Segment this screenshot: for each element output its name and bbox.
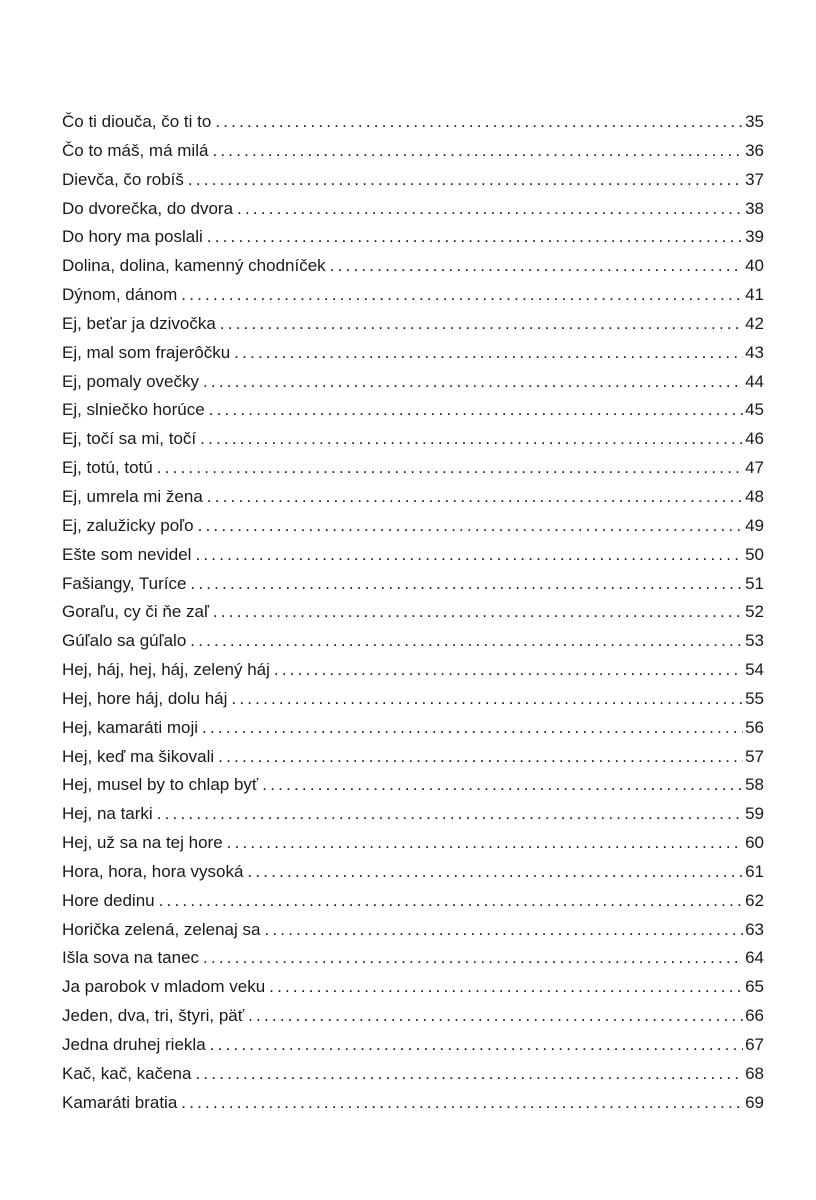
toc-entry-page-number: 49 (745, 515, 764, 535)
toc-entry-page-number: 47 (745, 458, 764, 478)
toc-entry-page-number: 67 (745, 1035, 764, 1054)
toc-dot-leader (198, 512, 744, 541)
toc-entry-page-number: 37 (745, 169, 764, 189)
toc-entry (62, 771, 764, 800)
toc-entry-page-number: 52 (745, 602, 764, 622)
toc-entry (62, 483, 764, 512)
toc-entry-page-number: 62 (745, 890, 764, 910)
toc-entry-title: Hore dedinu (62, 890, 155, 910)
toc-dot-leader (247, 858, 743, 887)
toc-entry (62, 800, 764, 829)
toc-dot-leader (269, 973, 743, 1002)
toc-entry-page-number: 40 (745, 256, 764, 276)
table-of-contents (62, 108, 764, 1118)
toc-dot-leader (207, 223, 743, 252)
toc-entry-page-number: 56 (745, 717, 764, 737)
toc-entry-page-number: 63 (745, 919, 764, 939)
toc-dot-leader (203, 368, 743, 397)
toc-dot-leader (237, 195, 743, 224)
toc-entry (62, 598, 764, 627)
toc-entry (62, 887, 764, 916)
toc-entry-title: Dýnom, dánom (62, 285, 178, 305)
toc-entry-title: Hora, hora, hora vysoká (62, 861, 244, 881)
toc-entry-page-number: 66 (745, 1006, 764, 1026)
toc-entry-title: Ej, mal som frajerôčku (62, 342, 231, 362)
toc-entry (62, 1060, 764, 1089)
toc-entry (62, 396, 764, 425)
toc-entry-title: Dievča, čo robíš (62, 169, 184, 189)
toc-entry-title: Jeden, dva, tri, štyri, päť (62, 1006, 245, 1026)
toc-entry-page-number: 51 (745, 573, 764, 593)
toc-entry-title: Čo ti diouča, čo ti to (62, 112, 212, 131)
toc-entry (62, 223, 764, 252)
toc-dot-leader (190, 570, 743, 599)
toc-dot-leader (200, 425, 743, 454)
toc-entry-title: Gúľalo sa gúľalo (62, 631, 187, 651)
toc-dot-leader (188, 166, 743, 195)
toc-entry-title: Hej, keď ma šikovali (62, 746, 215, 766)
toc-entry-title: Ej, pomaly ovečky (62, 371, 199, 391)
toc-entry (62, 541, 764, 570)
toc-entry-title: Kamaráti bratia (62, 1092, 178, 1112)
toc-entry (62, 944, 764, 973)
toc-entry-page-number: 50 (745, 544, 764, 564)
toc-entry-title: Čo to máš, má milá (62, 140, 209, 160)
toc-entry-title: Ja parobok v mladom veku (62, 977, 266, 997)
toc-dot-leader (218, 743, 743, 772)
toc-entry-page-number: 69 (745, 1092, 764, 1112)
toc-entry-title: Hej, háj, hej, háj, zelený háj (62, 660, 270, 680)
toc-entry-page-number: 39 (745, 227, 764, 247)
toc-entry-page-number: 65 (745, 977, 764, 997)
toc-entry-page-number: 42 (745, 313, 764, 333)
toc-dot-leader (157, 800, 743, 829)
toc-entry (62, 858, 764, 887)
toc-dot-leader (195, 541, 743, 570)
toc-entry-page-number: 55 (745, 688, 764, 708)
toc-entry (62, 310, 764, 339)
toc-entry-page-number: 54 (745, 660, 764, 680)
toc-entry-page-number: 45 (745, 400, 764, 420)
toc-dot-leader (215, 108, 743, 137)
toc-entry-page-number: 41 (745, 285, 764, 305)
toc-dot-leader (264, 916, 743, 945)
toc-entry (62, 714, 764, 743)
toc-entry-title: Do dvorečka, do dvora (62, 198, 234, 218)
toc-dot-leader (210, 1031, 743, 1060)
toc-entry-title: Dolina, dolina, kamenný chodníček (62, 256, 326, 276)
toc-entry-page-number: 36 (745, 140, 764, 160)
toc-dot-leader (181, 1089, 743, 1118)
toc-dot-leader (159, 887, 743, 916)
toc-entry-page-number: 58 (745, 775, 764, 795)
toc-entry-title: Hej, musel by to chlap byť (62, 775, 259, 795)
toc-entry-title: Ej, zalužicky poľo (62, 515, 194, 535)
toc-entry (62, 252, 764, 281)
toc-entry (62, 166, 764, 195)
toc-entry-title: Ej, točí sa mi, točí (62, 429, 197, 449)
toc-entry-title: Goraľu, cy či ňe zaľ (62, 602, 209, 622)
toc-entry-title: Išla sova na tanec (62, 948, 200, 968)
toc-entry (62, 829, 764, 858)
toc-entry (62, 973, 764, 1002)
toc-entry-page-number: 44 (745, 371, 764, 391)
toc-entry-page-number: 61 (745, 861, 764, 881)
toc-dot-leader (330, 252, 743, 281)
toc-dot-leader (181, 281, 743, 310)
toc-entry (62, 425, 764, 454)
toc-entry (62, 1002, 764, 1031)
toc-dot-leader (248, 1002, 743, 1031)
toc-entry-title: Kač, kač, kačena (62, 1063, 192, 1083)
toc-entry (62, 281, 764, 310)
toc-entry (62, 570, 764, 599)
toc-entry-title: Hej, hore háj, dolu háj (62, 688, 228, 708)
toc-entry (62, 916, 764, 945)
toc-entry-title: Do hory ma poslali (62, 227, 203, 247)
toc-dot-leader (202, 714, 743, 743)
toc-entry-page-number: 53 (745, 631, 764, 651)
toc-entry-title: Horička zelená, zelenaj sa (62, 919, 261, 939)
toc-dot-leader (157, 454, 743, 483)
toc-entry (62, 656, 764, 685)
toc-entry-page-number: 68 (745, 1063, 764, 1083)
toc-entry-title: Hej, už sa na tej hore (62, 833, 223, 853)
toc-dot-leader (190, 627, 743, 656)
toc-dot-leader (262, 771, 743, 800)
toc-entry-page-number: 46 (745, 429, 764, 449)
toc-entry (62, 368, 764, 397)
toc-entry-title: Hej, kamaráti moji (62, 717, 199, 737)
toc-entry-page-number: 59 (745, 804, 764, 824)
toc-entry (62, 339, 764, 368)
toc-dot-leader (231, 685, 743, 714)
toc-dot-leader (209, 396, 743, 425)
toc-entry-page-number: 64 (745, 948, 764, 968)
toc-entry-page-number: 43 (745, 342, 764, 362)
toc-entry (62, 512, 764, 541)
toc-dot-leader (220, 310, 743, 339)
toc-entry (62, 137, 764, 166)
toc-entry (62, 1089, 764, 1118)
toc-entry-title: Ešte som nevidel (62, 544, 192, 564)
toc-dot-leader (213, 598, 743, 627)
toc-entry-title: Hej, na tarki (62, 804, 153, 824)
toc-entry-title: Ej, umrela mi žena (62, 486, 203, 506)
toc-entry (62, 195, 764, 224)
toc-entry-page-number: 60 (745, 833, 764, 853)
toc-entry-title: Ej, slniečko horúce (62, 400, 205, 420)
toc-entry (62, 454, 764, 483)
toc-entry-page-number: 35 (745, 112, 764, 131)
toc-entry-page-number: 57 (745, 746, 764, 766)
toc-entry (62, 685, 764, 714)
toc-dot-leader (195, 1060, 743, 1089)
toc-entry-title: Jedna druhej riekla (62, 1035, 206, 1054)
toc-dot-leader (234, 339, 743, 368)
toc-entry (62, 108, 764, 137)
toc-dot-leader (207, 483, 743, 512)
toc-dot-leader (212, 137, 743, 166)
toc-dot-leader (203, 944, 743, 973)
toc-entry-title: Ej, beťar ja dzivočka (62, 313, 216, 333)
toc-entry-page-number: 38 (745, 198, 764, 218)
toc-entry (62, 743, 764, 772)
toc-dot-leader (227, 829, 743, 858)
toc-dot-leader (274, 656, 743, 685)
toc-entry-title: Ej, totú, totú (62, 458, 153, 478)
toc-entry-title: Fašiangy, Turíce (62, 573, 187, 593)
toc-entry-page-number: 48 (745, 486, 764, 506)
toc-entry (62, 627, 764, 656)
toc-entry (62, 1031, 764, 1060)
